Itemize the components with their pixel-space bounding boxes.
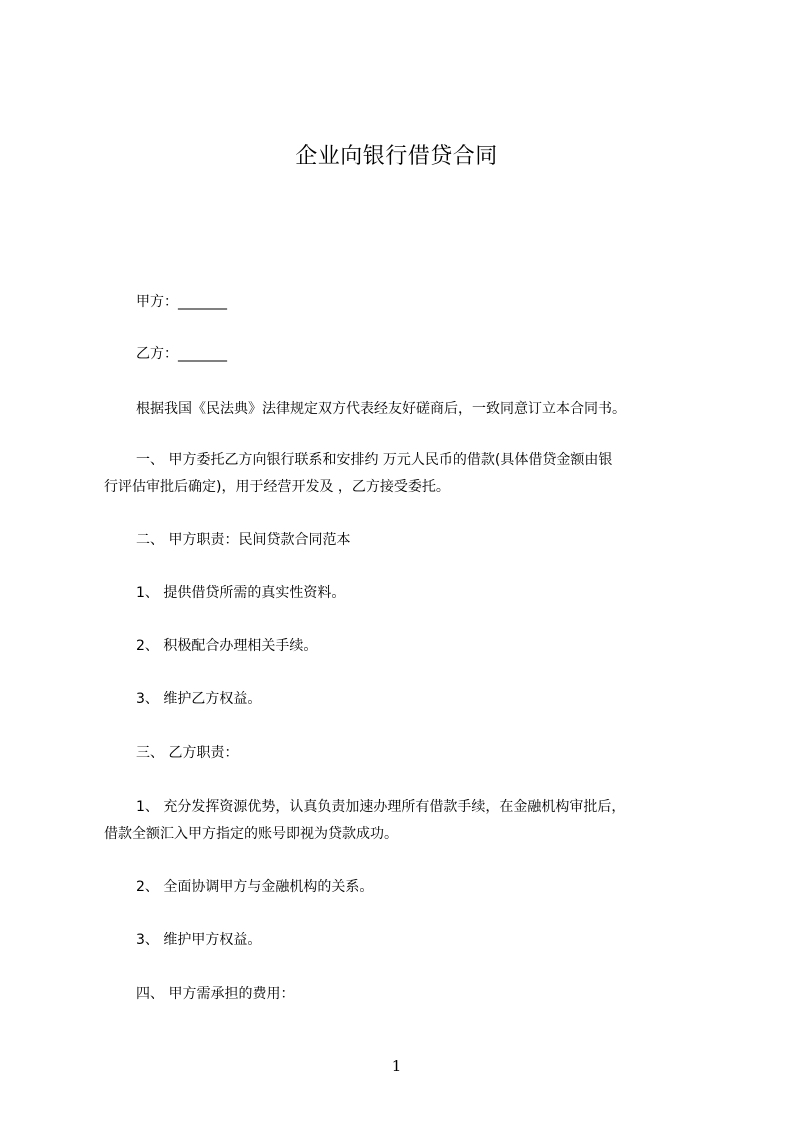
section-3-item-1-line-2: 借款全额汇入甲方指定的账号即视为贷款成功。 [104,826,398,842]
clause-1-line-1: 一、 甲方委托乙方向银行联系和安排约 万元人民币的借款(具体借贷金额由银 [136,452,613,468]
section-3-item-2: 2、 全面协调甲方与金融机构的关系。 [136,879,374,895]
section-3-item-3: 3、 维护甲方权益。 [136,932,262,948]
section-4-heading: 四、 甲方需承担的费用： [136,986,295,1002]
section-2-item-3: 3、 维护乙方权益。 [136,691,262,707]
clause-1-line-2: 行评估审批后确定)，用于经营开发及 ，乙方接受委托。 [104,479,450,495]
section-2-heading: 二、 甲方职责：民间贷款合同范本 [136,532,351,548]
page-number: 1 [391,1057,402,1075]
clause-1-paragraph [104,447,612,501]
section-2-item-1: 1、 提供借贷所需的真实性资料。 [136,585,346,601]
section-3-item-1-line-1: 1、 充分发挥资源优势，认真负责加速办理所有借款手续，在金融机构审批后， [136,799,626,815]
section-3-item-1-paragraph [104,794,625,848]
section-3-heading: 三、 乙方职责： [136,745,239,761]
party-a-line: 甲方：_______ [136,294,227,310]
party-b-line: 乙方：_______ [136,346,227,362]
document-title: 企业向银行借贷合同 [295,144,498,169]
preamble-paragraph: 根据我国《民法典》法律规定双方代表经友好磋商后，一致同意订立本合同书。 [136,401,626,417]
section-2-item-2: 2、 积极配合办理相关手续。 [136,638,318,654]
